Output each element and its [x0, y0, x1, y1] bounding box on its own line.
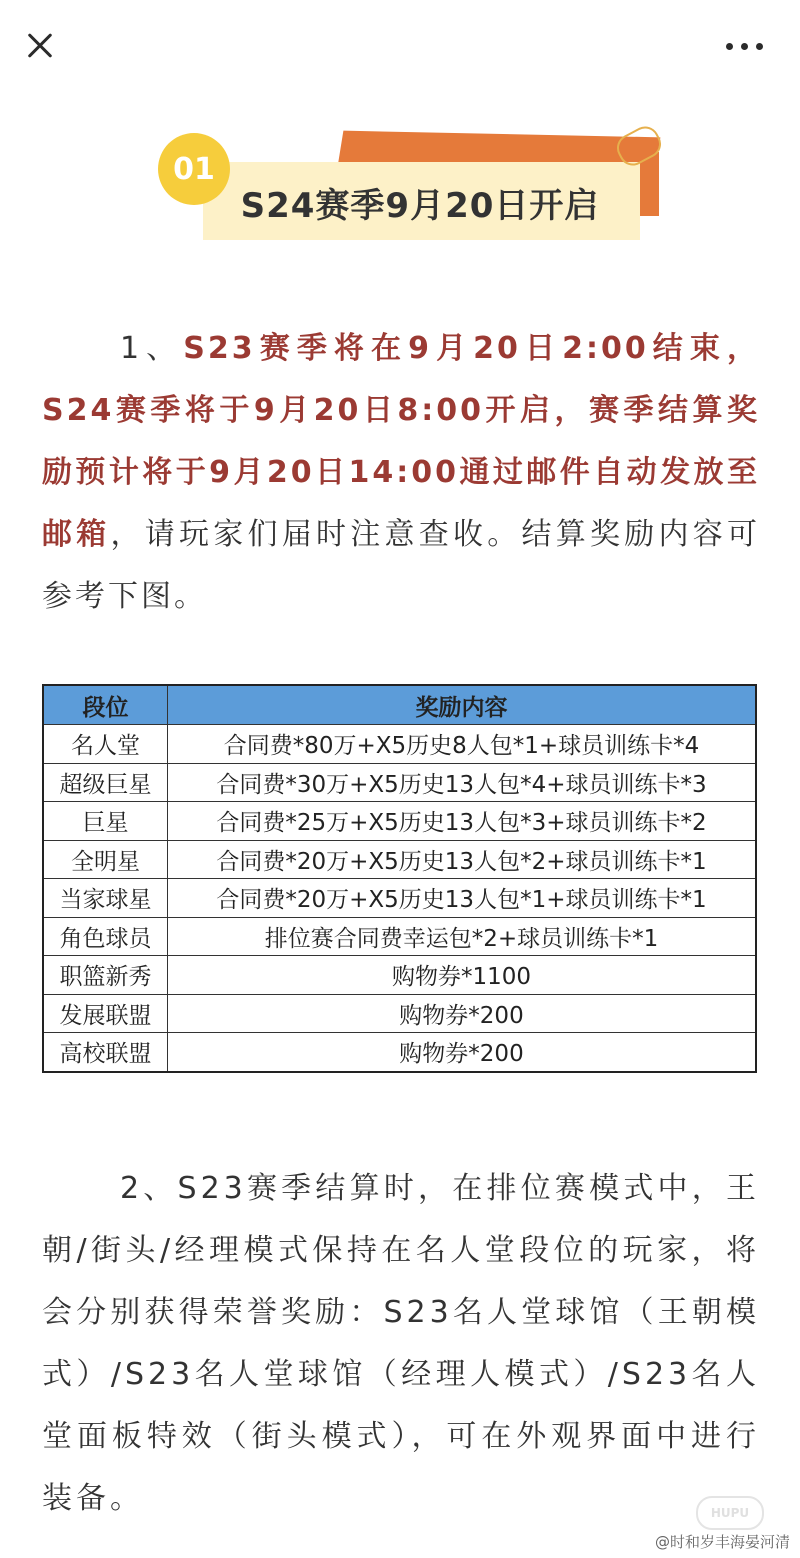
- paragraph-1: [42, 318, 760, 628]
- paragraph-2: [42, 1158, 760, 1530]
- tier-cell: 名人堂: [43, 725, 168, 764]
- tier-cell: 全明星: [43, 840, 168, 879]
- reward-cell: 合同费*30万+X5历史13人包*4+球员训练卡*3: [168, 763, 757, 802]
- para1-rest: ，请玩家们届时注意查收。结算奖励内容可参考下图。: [42, 517, 760, 614]
- tier-cell: 高校联盟: [43, 1033, 168, 1072]
- tier-cell: 角色球员: [43, 917, 168, 956]
- watermark-text: @时和岁丰海晏河清: [654, 1533, 790, 1551]
- table-row: [43, 879, 756, 918]
- table-row: [43, 763, 756, 802]
- close-icon[interactable]: [22, 28, 58, 64]
- para1-index: 1、: [120, 331, 184, 366]
- table-row: [43, 802, 756, 841]
- table-row: [43, 840, 756, 879]
- table-row: [43, 994, 756, 1033]
- header-tier: 段位: [43, 685, 168, 725]
- more-icon[interactable]: [726, 40, 764, 54]
- para1-highlight: S23赛季将在9月20日2:00结束，S24赛季将于9月20日8:00开启，赛季结算奖励预计将于9月20日14:00通过邮件自动发放至邮箱: [42, 331, 760, 552]
- section-number-badge: 01: [158, 133, 230, 205]
- tier-cell: 发展联盟: [43, 994, 168, 1033]
- reward-cell: 合同费*80万+X5历史8人包*1+球员训练卡*4: [168, 725, 757, 764]
- para2-text: 2、S23赛季结算时，在排位赛模式中，王朝/街头/经理模式保持在名人堂段位的玩家，将会分别获得荣誉奖励：S23名人堂球馆（王朝模式）/S23名人堂球馆（经理人模式）/S23名人堂面板特效（街头模式），可在外观界面中进行装备。: [42, 1171, 760, 1516]
- table-header-row: [43, 685, 756, 725]
- tier-cell: 当家球星: [43, 879, 168, 918]
- tier-cell: 职篮新秀: [43, 956, 168, 995]
- tier-cell: 巨星: [43, 802, 168, 841]
- reward-cell: 购物券*1100: [168, 956, 757, 995]
- section-title: S24赛季9月20日开启: [240, 186, 600, 226]
- header-reward: 奖励内容: [168, 685, 757, 725]
- reward-cell: 购物券*200: [168, 1033, 757, 1072]
- reward-cell: 购物券*200: [168, 994, 757, 1033]
- reward-cell: 合同费*25万+X5历史13人包*3+球员训练卡*2: [168, 802, 757, 841]
- reward-cell: 合同费*20万+X5历史13人包*2+球员训练卡*1: [168, 840, 757, 879]
- reward-cell: 合同费*20万+X5历史13人包*1+球员训练卡*1: [168, 879, 757, 918]
- reward-cell: 排位赛合同费幸运包*2+球员训练卡*1: [168, 917, 757, 956]
- reward-table: [42, 684, 757, 1073]
- section-banner: [155, 122, 665, 252]
- hupu-logo: HUPU: [696, 1496, 764, 1530]
- table-row: [43, 917, 756, 956]
- table-row: [43, 956, 756, 995]
- tier-cell: 超级巨星: [43, 763, 168, 802]
- table-row: [43, 1033, 756, 1072]
- table-row: [43, 725, 756, 764]
